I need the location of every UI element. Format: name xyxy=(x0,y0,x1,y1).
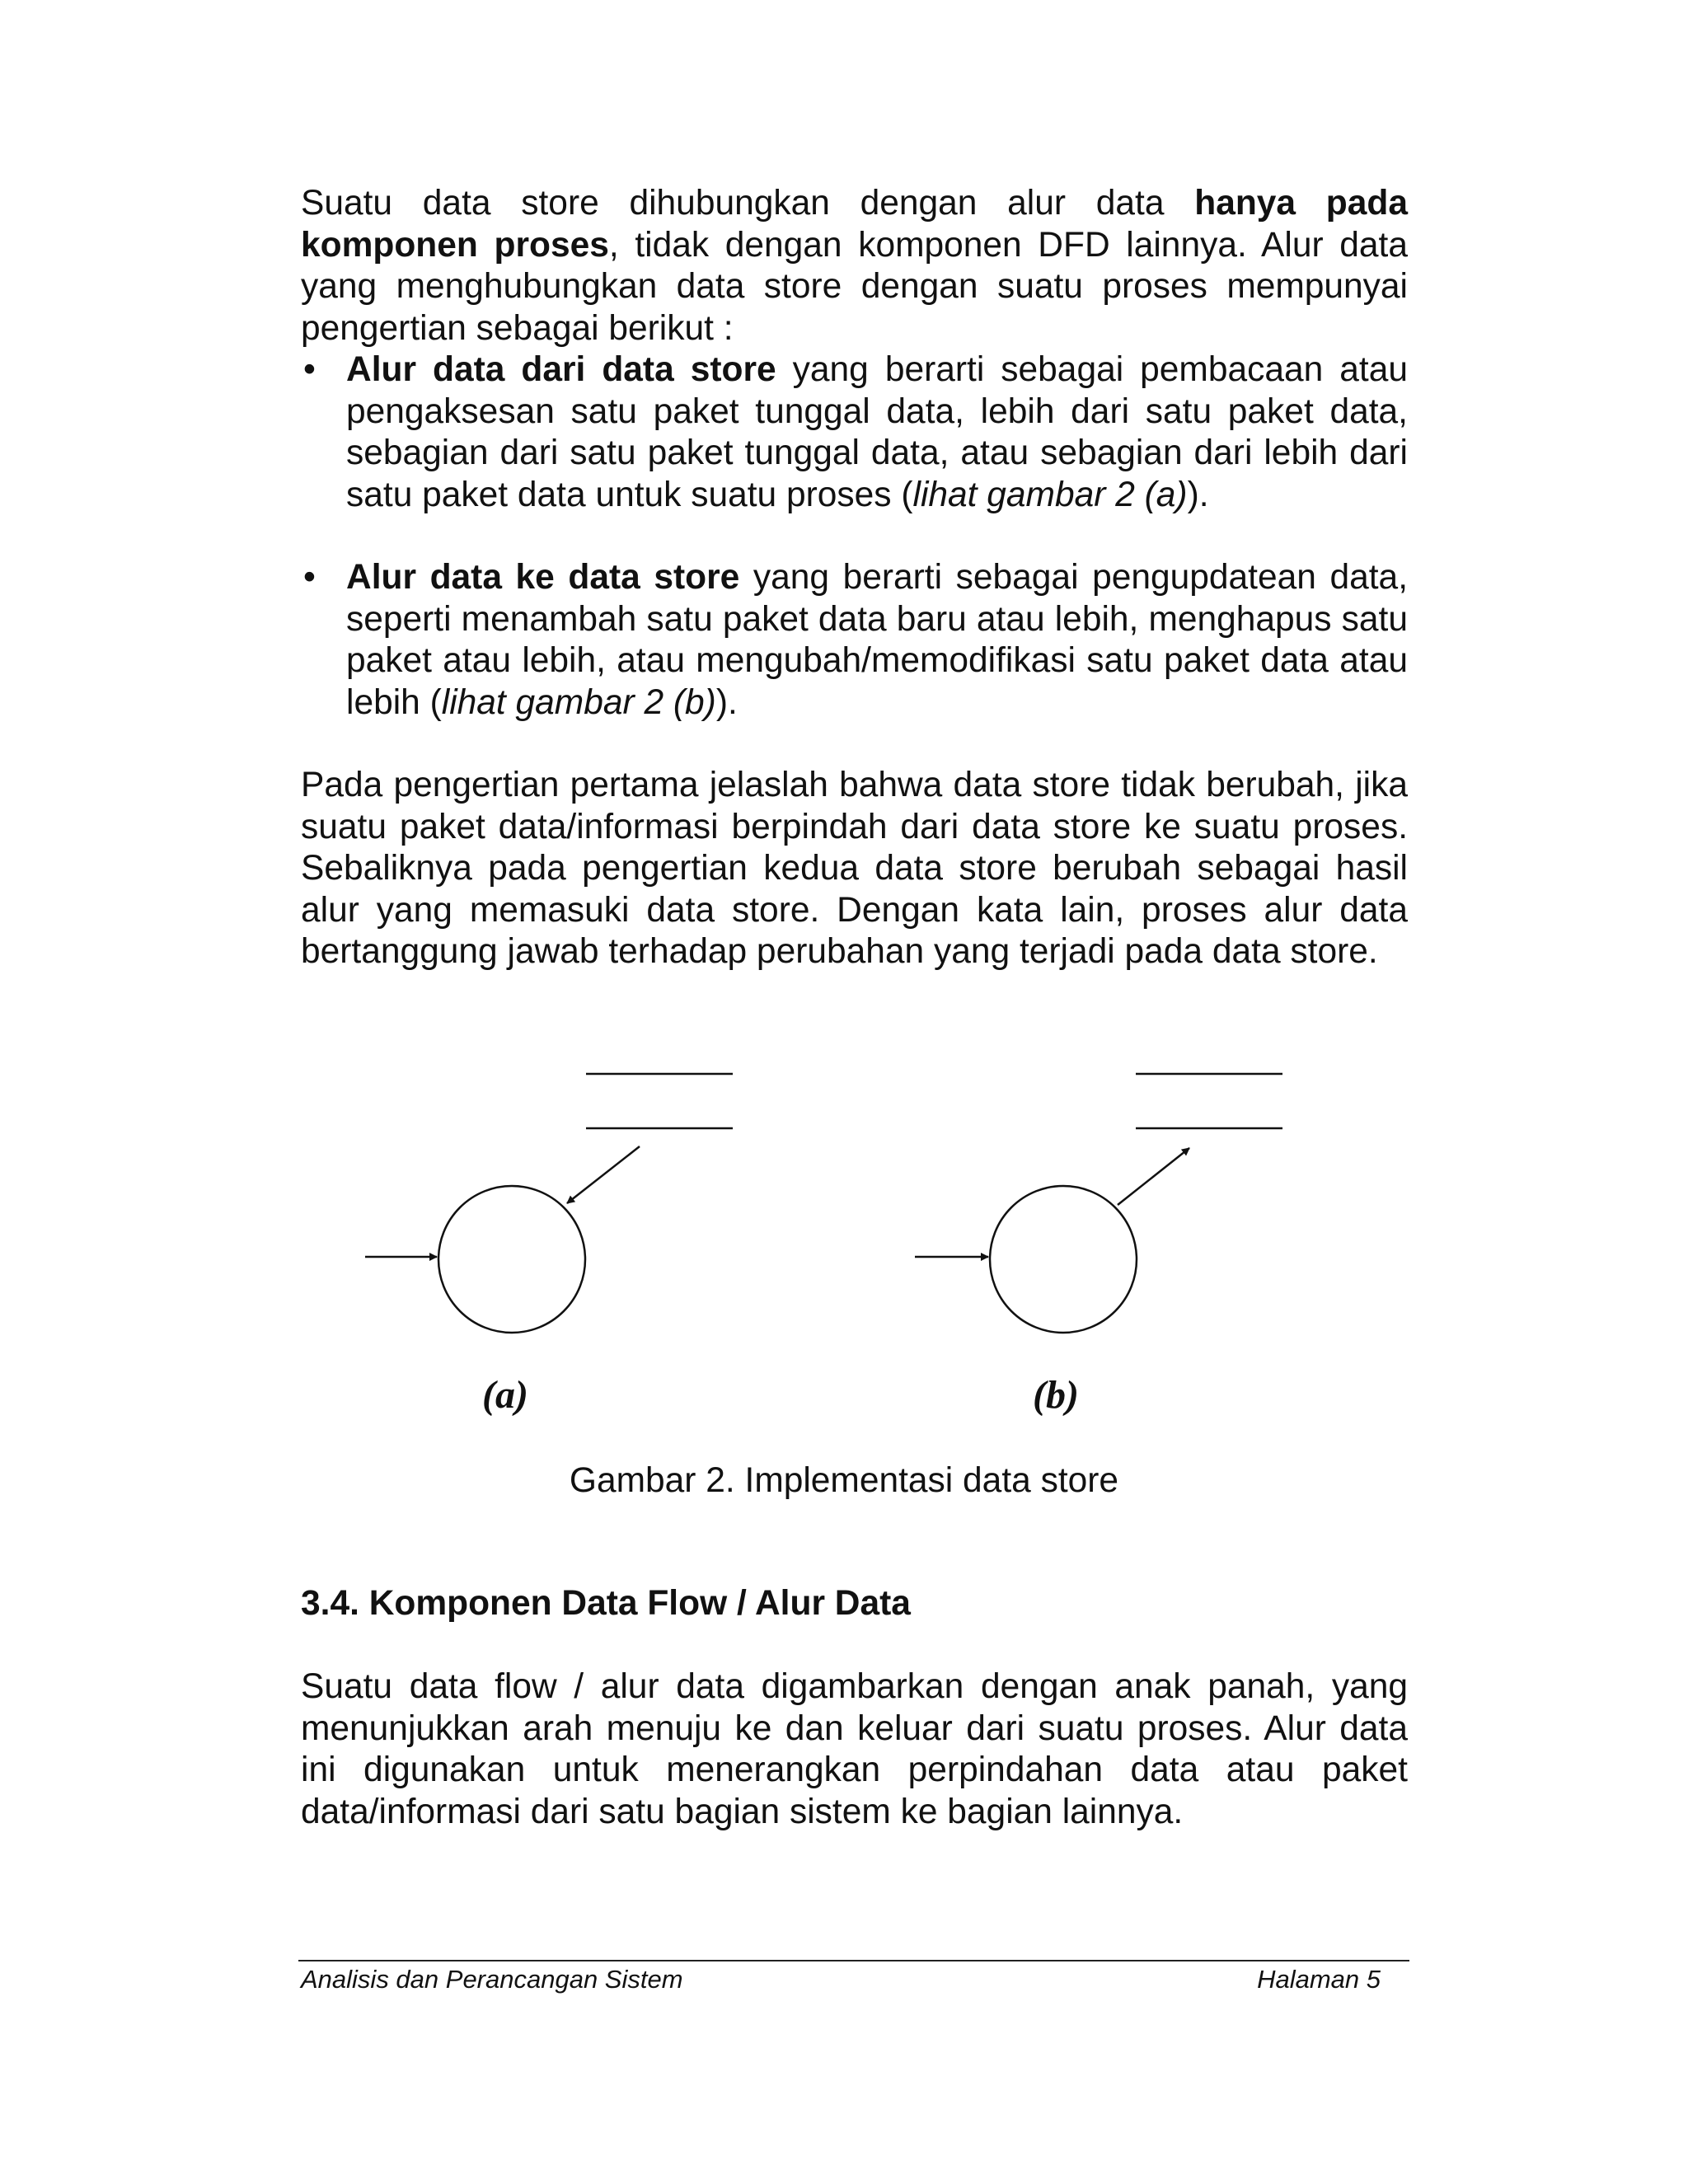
footer-title: Analisis dan Perancangan Sistem xyxy=(301,1965,683,1994)
figure-a xyxy=(365,1074,733,1333)
process-circle xyxy=(438,1186,585,1333)
footer-divider xyxy=(298,1960,1409,1961)
figure-label-a: (a) xyxy=(482,1373,528,1417)
intro-text-2: , tidak dengan komponen DFD lainnya. Alur data yang menghubungkan data store dengan suatu proses mempunyai pengertian sebagai berikut : xyxy=(301,225,1408,348)
bullet-bold: Alur data dari data store xyxy=(346,350,776,389)
intro-text-1: Suatu data store dihubungkan dengan alur data xyxy=(301,184,1195,223)
section-heading: 3.4. Komponen Data Flow / Alur Data xyxy=(301,1584,911,1623)
bullet-item-write xyxy=(301,557,1408,724)
spacer xyxy=(301,724,1408,765)
bullet-end: ). xyxy=(1187,475,1209,514)
figure-b xyxy=(915,1074,1282,1333)
page-footer xyxy=(298,1960,1409,1994)
bullet-bold: Alur data ke data store xyxy=(346,558,740,597)
bullet-marker: • xyxy=(303,350,316,389)
bullet-text: yang berarti sebagai pengupdatean data, seperti menambah satu paket data baru atau lebih, menghapus satu paket atau lebih, atau mengubah/memodifikasi satu paket data atau lebih ( xyxy=(346,558,1408,722)
bullet-marker: • xyxy=(303,558,316,597)
bullet-italic-ref: lihat gambar 2 (b) xyxy=(441,682,716,722)
page-number: Halaman 5 xyxy=(1257,1965,1381,1994)
bullet-italic-ref: lihat gambar 2 (a) xyxy=(912,475,1188,514)
store-to-process-arrow xyxy=(567,1146,640,1203)
figure-caption: Gambar 2. Implementasi data store xyxy=(569,1461,1119,1500)
section-body xyxy=(301,1666,1408,1833)
bullet-text: yang berarti sebagai pembacaan atau pengaksesan satu paket tunggal data, lebih dari satu paket data, sebagian dari satu paket tunggal data, atau sebagian dari lebih dari satu paket data untuk suatu proses ( xyxy=(346,350,1408,514)
body-text xyxy=(301,183,1408,973)
process-circle xyxy=(990,1186,1137,1333)
bullet-end: ). xyxy=(715,682,738,722)
intro-paragraph xyxy=(301,183,1408,349)
bullet-item-read xyxy=(301,349,1408,516)
paragraph-2: Pada pengertian pertama jelaslah bahwa data store tidak berubah, jika suatu paket data/informasi berpindah dari data store ke suatu proses. Sebaliknya pada pengertian kedua data store berubah sebagai hasil alur yang memasuki data store. Dengan kata lain, proses alur data bertanggung jawab terhadap perubahan yang terjadi pada data store. xyxy=(301,766,1408,971)
process-to-store-arrow xyxy=(1118,1148,1189,1205)
spacer xyxy=(301,516,1408,557)
intro-bold: hanya pada komponen proses xyxy=(301,184,1408,265)
bullet-list xyxy=(301,349,1408,724)
figure-label-b: (b) xyxy=(1033,1373,1079,1417)
section-paragraph: Suatu data flow / alur data digambarkan dengan anak panah, yang menunjukkan arah menuju ke dan keluar dari suatu proses. Alur data ini digunakan untuk menerangkan perpindahan data atau paket data/informasi dari satu bagian sistem ke bagian lainnya. xyxy=(301,1667,1408,1831)
